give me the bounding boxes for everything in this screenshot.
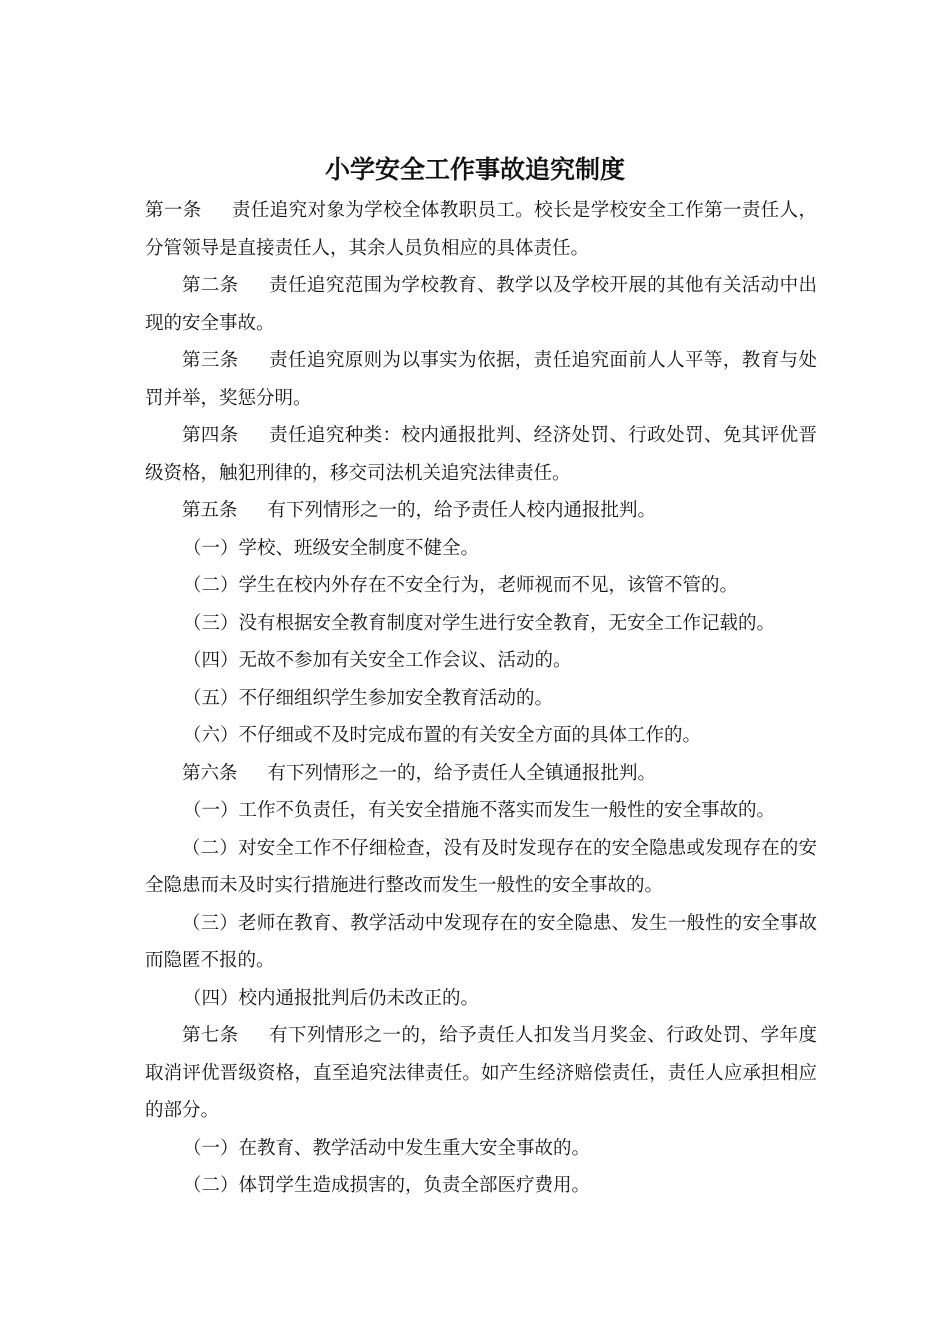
document-title: 小学安全工作事故追究制度 — [324, 155, 625, 184]
article-6 — [145, 755, 817, 793]
article-heading: 第一条 — [145, 200, 202, 221]
article-text: 有下列情形之一的，给予责任人校内通报批判。 — [267, 500, 657, 521]
article-text: 有下列情形之一的，给予责任人扣发当月奖金、行政处罚、学年度取消评优晋级资格，直至追究法律责任。如产生经济赔偿责任，责任人应承担相应的部分。 — [145, 1025, 817, 1121]
article-heading: 第六条 — [182, 762, 238, 784]
article-heading: 第三条 — [182, 350, 239, 371]
article-text: 责任追究种类：校内通报批判、经济处罚、行政处罚、免其评优晋级资格，触犯刑律的，移交司法机关追究法律责任。 — [145, 425, 817, 484]
document-body — [145, 192, 817, 1205]
article-text: 责任追究对象为学校全体教职员工。校长是学校安全工作第一责任人，分管领导是直接责任人，其余人员负相应的具体责任。 — [145, 200, 817, 259]
list-item: （二）对安全工作不仔细检查，没有及时发现存在的安全隐患或发现存在的安全隐患而未及时实行措施进行整改而发生一般性的安全事故的。 — [145, 837, 817, 896]
article-heading: 第四条 — [182, 425, 239, 446]
list-item: （五）不仔细组织学生参加安全教育活动的。 — [183, 687, 554, 709]
list-item: （三）没有根据安全教育制度对学生进行安全教育，无安全工作记载的。 — [183, 612, 776, 634]
article-2 — [145, 267, 817, 342]
article-5 — [145, 492, 817, 530]
article-heading: 第七条 — [182, 1025, 239, 1046]
article-text: 责任追究原则为以事实为依据，责任追究面前人人平等，教育与处罚并举，奖惩分明。 — [145, 350, 817, 409]
list-item: （一）学校、班级安全制度不健全。 — [183, 537, 480, 559]
list-item: （三）老师在教育、教学活动中发现存在的安全隐患、发生一般性的安全事故而隐匿不报的。 — [145, 912, 817, 971]
article-7 — [145, 1017, 817, 1130]
article-1 — [145, 192, 817, 267]
article-heading: 第二条 — [182, 275, 239, 296]
article-3 — [145, 342, 817, 417]
list-item: （二）体罚学生造成损害的，负责全部医疗费用。 — [183, 1175, 591, 1196]
list-item: （一）在教育、教学活动中发生重大安全事故的。 — [183, 1137, 591, 1159]
list-item: （六）不仔细或不及时完成布置的有关安全方面的具体工作的。 — [183, 725, 702, 746]
list-item: （一）工作不负责任，有关安全措施不落实而发生一般性的安全事故的。 — [183, 800, 776, 821]
article-heading: 第五条 — [182, 500, 238, 521]
article-4 — [145, 417, 817, 492]
article-text: 责任追究范围为学校教育、教学以及学校开展的其他有关活动中出现的安全事故。 — [145, 275, 817, 334]
list-item: （四）无故不参加有关安全工作会议、活动的。 — [183, 650, 572, 671]
list-item: （二）学生在校内外存在不安全行为，老师视而不见，该管不管的。 — [183, 575, 739, 596]
list-item: （四）校内通报批判后仍未改正的。 — [183, 987, 480, 1009]
article-text: 有下列情形之一的，给予责任人全镇通报批判。 — [267, 762, 657, 784]
